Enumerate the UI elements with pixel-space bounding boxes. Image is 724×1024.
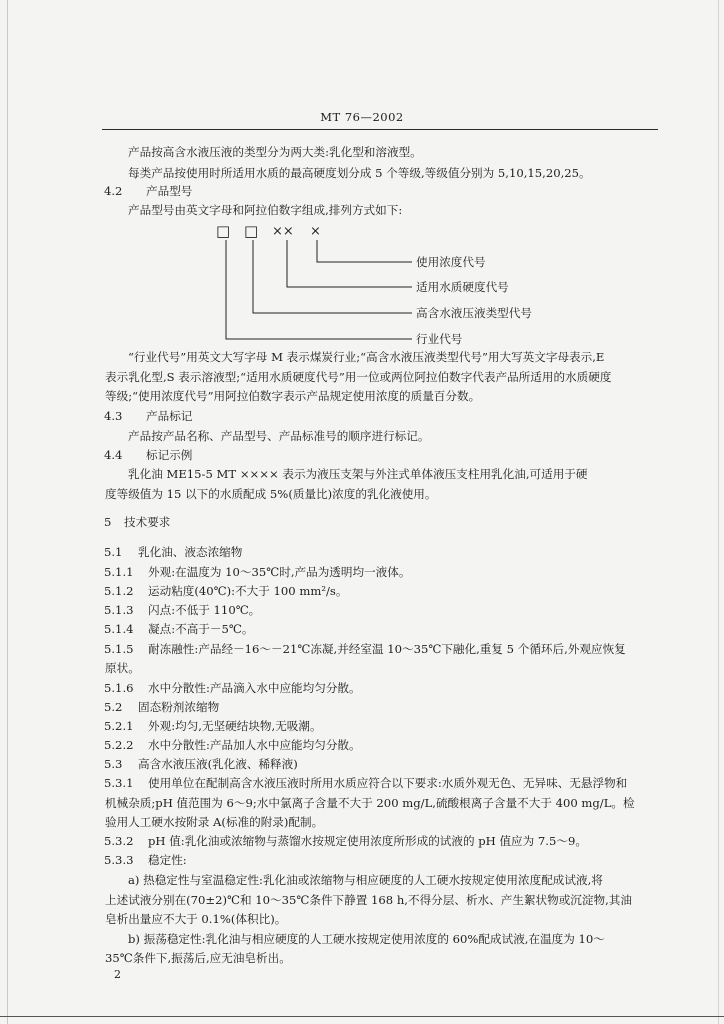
clause-5-3-3-title: 稳定性: bbox=[148, 853, 187, 867]
clause-5-3-1-line-1: 使用单位在配制高含水液压液时所用水质应符合以下要求:水质外观无色、无异味、无悬浮物和 bbox=[148, 776, 628, 790]
section-5-title: 技术要求 bbox=[124, 515, 171, 529]
section-4-2-number: 4.2 bbox=[104, 184, 123, 198]
page-number: 2 bbox=[114, 968, 121, 981]
section-5-2-title: 固态粉剂浓缩物 bbox=[138, 700, 220, 714]
diagram-symbol-type: □ bbox=[244, 222, 259, 240]
section-4-2-intro: 产品型号由英文字母和阿拉伯数字组成,排列方式如下: bbox=[128, 203, 403, 217]
item-a-line-3: 皂析出量应不大于 0.1%(体积比)。 bbox=[105, 912, 287, 926]
section-5-number: 5 bbox=[104, 515, 112, 529]
clause-5-1-2-number: 5.1.2 bbox=[104, 584, 134, 598]
item-a-line-2: 上述试液分别在(70±2)℃和 10～35℃条件下静置 168 h,不得分层、析水、产生絮状物或沉淀物,其油 bbox=[105, 893, 632, 907]
diagram-label-hardness: 适用水质硬度代号 bbox=[416, 280, 509, 294]
clause-5-3-3-number: 5.3.3 bbox=[104, 853, 134, 867]
clause-5-1-2-text: 运动粘度(40℃):不大于 100 mm²/s。 bbox=[148, 584, 348, 598]
item-b-line-2: 35℃条件下,振荡后,应无油皂析出。 bbox=[105, 951, 291, 965]
section-5-2-number: 5.2 bbox=[104, 700, 123, 714]
section-4-3-number: 4.3 bbox=[104, 409, 123, 423]
connector-hardness bbox=[287, 240, 412, 287]
clause-5-1-1-number: 5.1.1 bbox=[104, 565, 134, 579]
clause-5-3-1-line-2: 机械杂质;pH 值范围为 6～9;水中氯离子含量不大于 200 mg/L,硫酸根离子含量不大于 400 mg/L。检 bbox=[105, 796, 635, 810]
section-5-1-number: 5.1 bbox=[104, 545, 123, 559]
section-4-4-title: 标记示例 bbox=[146, 448, 193, 462]
diagram-label-concentration: 使用浓度代号 bbox=[416, 255, 486, 269]
clause-5-1-4-text: 凝点:不高于－5℃。 bbox=[148, 622, 254, 636]
clause-5-3-2-number: 5.3.2 bbox=[104, 834, 134, 848]
item-b-line-1: b) 振荡稳定性:乳化油与相应硬度的人工硬水按规定使用浓度的 60%配成试液,在温度为 10～ bbox=[128, 932, 605, 946]
clause-5-2-2-number: 5.2.2 bbox=[104, 738, 134, 752]
clause-5-2-1-text: 外观:均匀,无坚硬结块物,无吸潮。 bbox=[148, 719, 322, 733]
clause-5-1-5-line-1: 耐冻融性:产品经－16～－21℃冻凝,并经室温 10～35℃下融化,重复 5 个循环后,外观应恢复 bbox=[148, 642, 626, 656]
clause-5-3-1-number: 5.3.1 bbox=[104, 776, 134, 790]
paragraph-grades: 每类产品按使用时所适用水质的最高硬度划分成 5 个等级,等级值分别为 5,10,15,20,25。 bbox=[128, 166, 591, 180]
clause-5-1-5-number: 5.1.5 bbox=[104, 642, 134, 656]
diagram-label-industry: 行业代号 bbox=[416, 332, 463, 346]
clause-5-2-2-text: 水中分散性:产品加人水中应能均匀分散。 bbox=[148, 738, 361, 752]
connector-type bbox=[253, 240, 412, 313]
example-line-2: 度等级值为 15 以下的水质配成 5%(质量比)浓度的乳化液使用。 bbox=[105, 487, 437, 501]
section-4-2-title: 产品型号 bbox=[146, 184, 193, 198]
clause-5-2-1-number: 5.2.1 bbox=[104, 719, 134, 733]
clause-5-3-1-line-3: 验用人工硬水按附录 A(标准的附录)配制。 bbox=[105, 815, 324, 829]
item-a-line-1: a) 热稳定性与室温稳定性:乳化油或浓缩物与相应硬度的人工硬水按规定使用浓度配成试液,将 bbox=[128, 873, 603, 887]
diagram-symbol-hardness: ×× bbox=[272, 224, 294, 239]
clause-5-1-3-number: 5.1.3 bbox=[104, 603, 134, 617]
code-desc-line-2: 表示乳化型,S 表示溶液型;“适用水质硬度代号”用一位或两位阿拉伯数字代表产品所适用的水质硬度 bbox=[105, 370, 612, 384]
diagram-symbol-industry: □ bbox=[216, 222, 231, 240]
section-5-1-title: 乳化油、液态浓缩物 bbox=[138, 545, 243, 559]
section-4-3-title: 产品标记 bbox=[146, 409, 193, 423]
clause-5-1-6-text: 水中分散性:产品滴入水中应能均匀分散。 bbox=[148, 681, 361, 695]
code-desc-line-3: 等级;“使用浓度代号”用阿拉伯数字表示产品规定使用浓度的质量百分数。 bbox=[105, 389, 481, 403]
diagram-symbol-concentration: × bbox=[310, 224, 321, 239]
connector-concentration bbox=[317, 240, 412, 262]
connector-industry bbox=[226, 240, 412, 339]
paragraph-types: 产品按高含水液压液的类型分为两大类:乳化型和溶液型。 bbox=[128, 145, 422, 159]
code-desc-line-1: “行业代号”用英文大写字母 M 表示煤炭行业;“高含水液压液类型代号”用大写英文字母表示,E bbox=[128, 350, 605, 364]
clause-5-1-4-number: 5.1.4 bbox=[104, 622, 134, 636]
clause-5-3-2-text: pH 值:乳化油或浓缩物与蒸馏水按规定使用浓度所形成的试液的 pH 值应为 7.5～9。 bbox=[148, 834, 587, 848]
section-5-3-title: 高含水液压液(乳化液、稀释液) bbox=[138, 757, 298, 771]
clause-5-1-3-text: 闪点:不低于 110℃。 bbox=[148, 603, 261, 617]
clause-5-1-6-number: 5.1.6 bbox=[104, 681, 134, 695]
section-4-3-text: 产品按产品名称、产品型号、产品标准号的顺序进行标记。 bbox=[128, 429, 430, 443]
section-5-3-number: 5.3 bbox=[104, 757, 123, 771]
section-4-4-number: 4.4 bbox=[104, 448, 123, 462]
diagram-label-type: 高含水液压液类型代号 bbox=[416, 306, 532, 320]
example-line-1: 乳化油 ME15-5 MT ×××× 表示为液压支架与外注式单体液压支柱用乳化油,可适用于硬 bbox=[128, 467, 588, 481]
clause-5-1-5-line-2: 原状。 bbox=[105, 661, 140, 675]
page-header: MT 76—2002 bbox=[320, 110, 404, 124]
clause-5-1-1-text: 外观:在温度为 10～35℃时,产品为透明均一液体。 bbox=[148, 565, 411, 579]
